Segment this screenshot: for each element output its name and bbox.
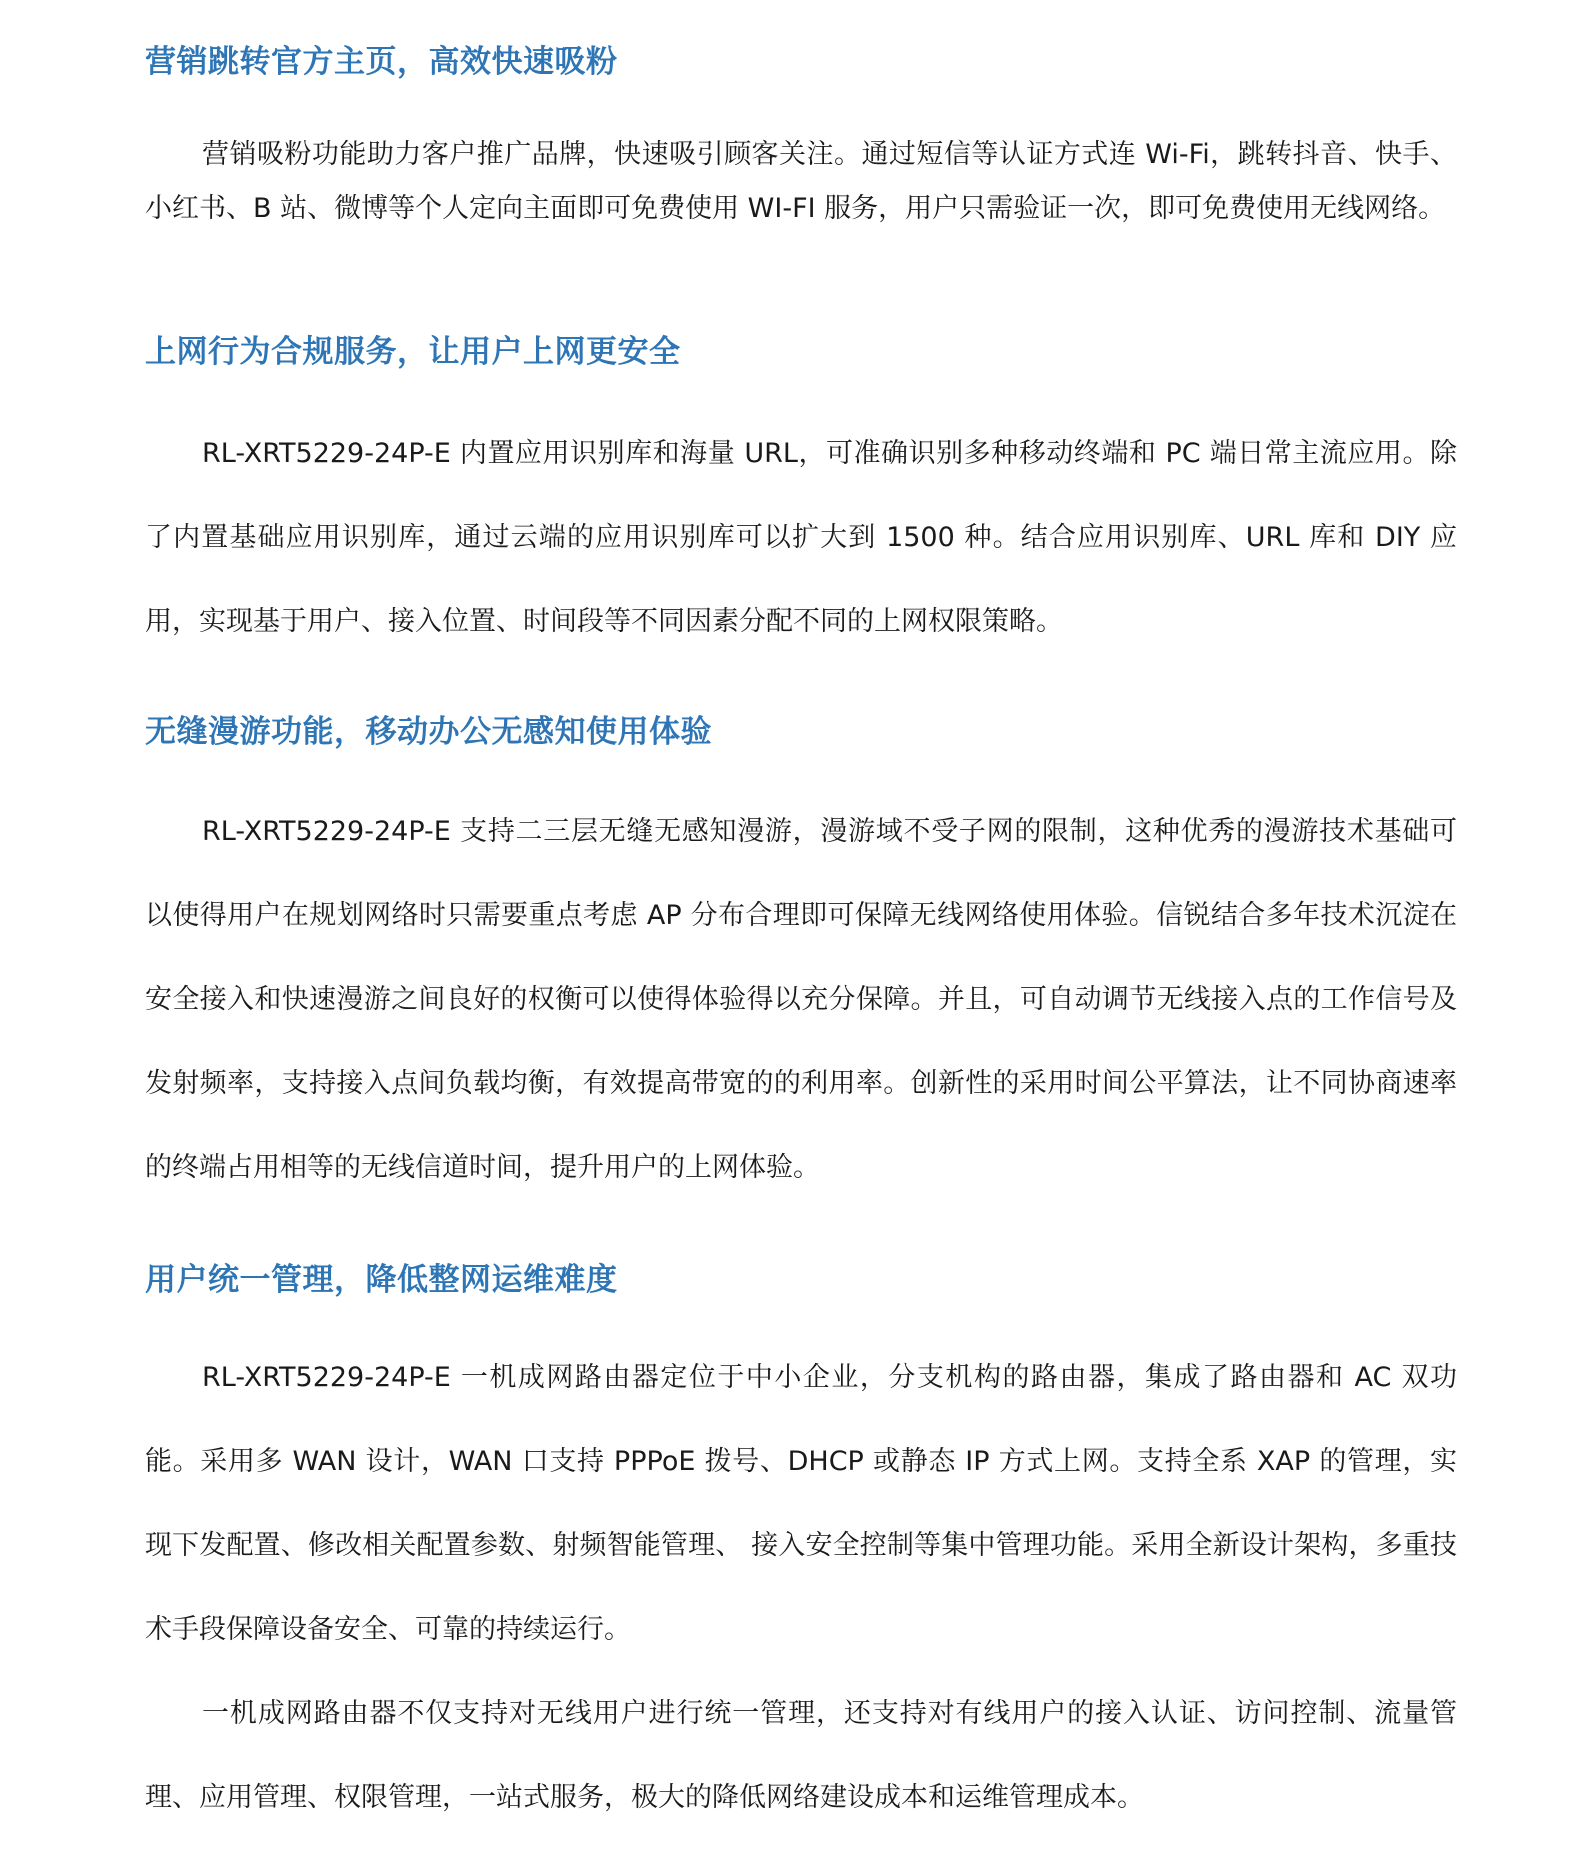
paragraph-roaming: RL-XRT5229-24P-E 支持二三层无缝无感知漫游，漫游域不受子网的限制，这种优秀的漫游技术基础可以使得用户在规划网络时只需要重点考虑 AP 分布合理即可保障无线网络使用体验。信锐结合多年技术沉淀在安全接入和快速漫游之间良好的权衡可以使得体验得以充分保障。并且，可自动调节无线接入点的工作信号及发射频率，支持接入点间负载均衡，有效提高带宽的的利用率。创新性的采用时间公平算法，让不同协商速率的终端占用相等的无线信道时间，提升用户的上网体验。 [145, 816, 1457, 1183]
section-heading-compliance: 上网行为合规服务，让用户上网更安全 [145, 334, 681, 370]
paragraph-marketing: 营销吸粉功能助力客户推广品牌，快速吸引顾客关注。通过短信等认证方式连 Wi-Fi，跳转抖音、快手、小红书、B 站、微博等个人定向主面即可免费使用 WI-FI 服务，用户只需验证一次，即可免费使用无线网络。 [145, 139, 1457, 224]
paragraph-management-1: RL-XRT5229-24P-E 一机成网路由器定位于中小企业，分支机构的路由器，集成了路由器和 AC 双功能。采用多 WAN 设计，WAN 口支持 PPPoE 拨号、DHCP 或静态 IP 方式上网。支持全系 XAP 的管理，实现下发配置、修改相关配置参数、射频智能管理、 接入安全控制等集中管理功能。采用全新设计架构，多重技术手段保障设备安全、可靠的持续运行。 [145, 1362, 1457, 1645]
section-heading-roaming: 无缝漫游功能，移动办公无感知使用体验 [145, 714, 712, 750]
paragraph-management-2: 一机成网路由器不仅支持对无线用户进行统一管理，还支持对有线用户的接入认证、访问控制、流量管理、应用管理、权限管理，一站式服务，极大的降低网络建设成本和运维管理成本。 [145, 1698, 1457, 1813]
section-heading-management: 用户统一管理，降低整网运维难度 [145, 1262, 618, 1298]
section-heading-marketing: 营销跳转官方主页，高效快速吸粉 [145, 44, 618, 80]
paragraph-compliance: RL-XRT5229-24P-E 内置应用识别库和海量 URL，可准确识别多种移动终端和 PC 端日常主流应用。除了内置基础应用识别库，通过云端的应用识别库可以扩大到 1500 种。结合应用识别库、URL 库和 DIY 应用，实现基于用户、接入位置、时间段等不同因素分配不同的上网权限策略。 [145, 438, 1457, 637]
